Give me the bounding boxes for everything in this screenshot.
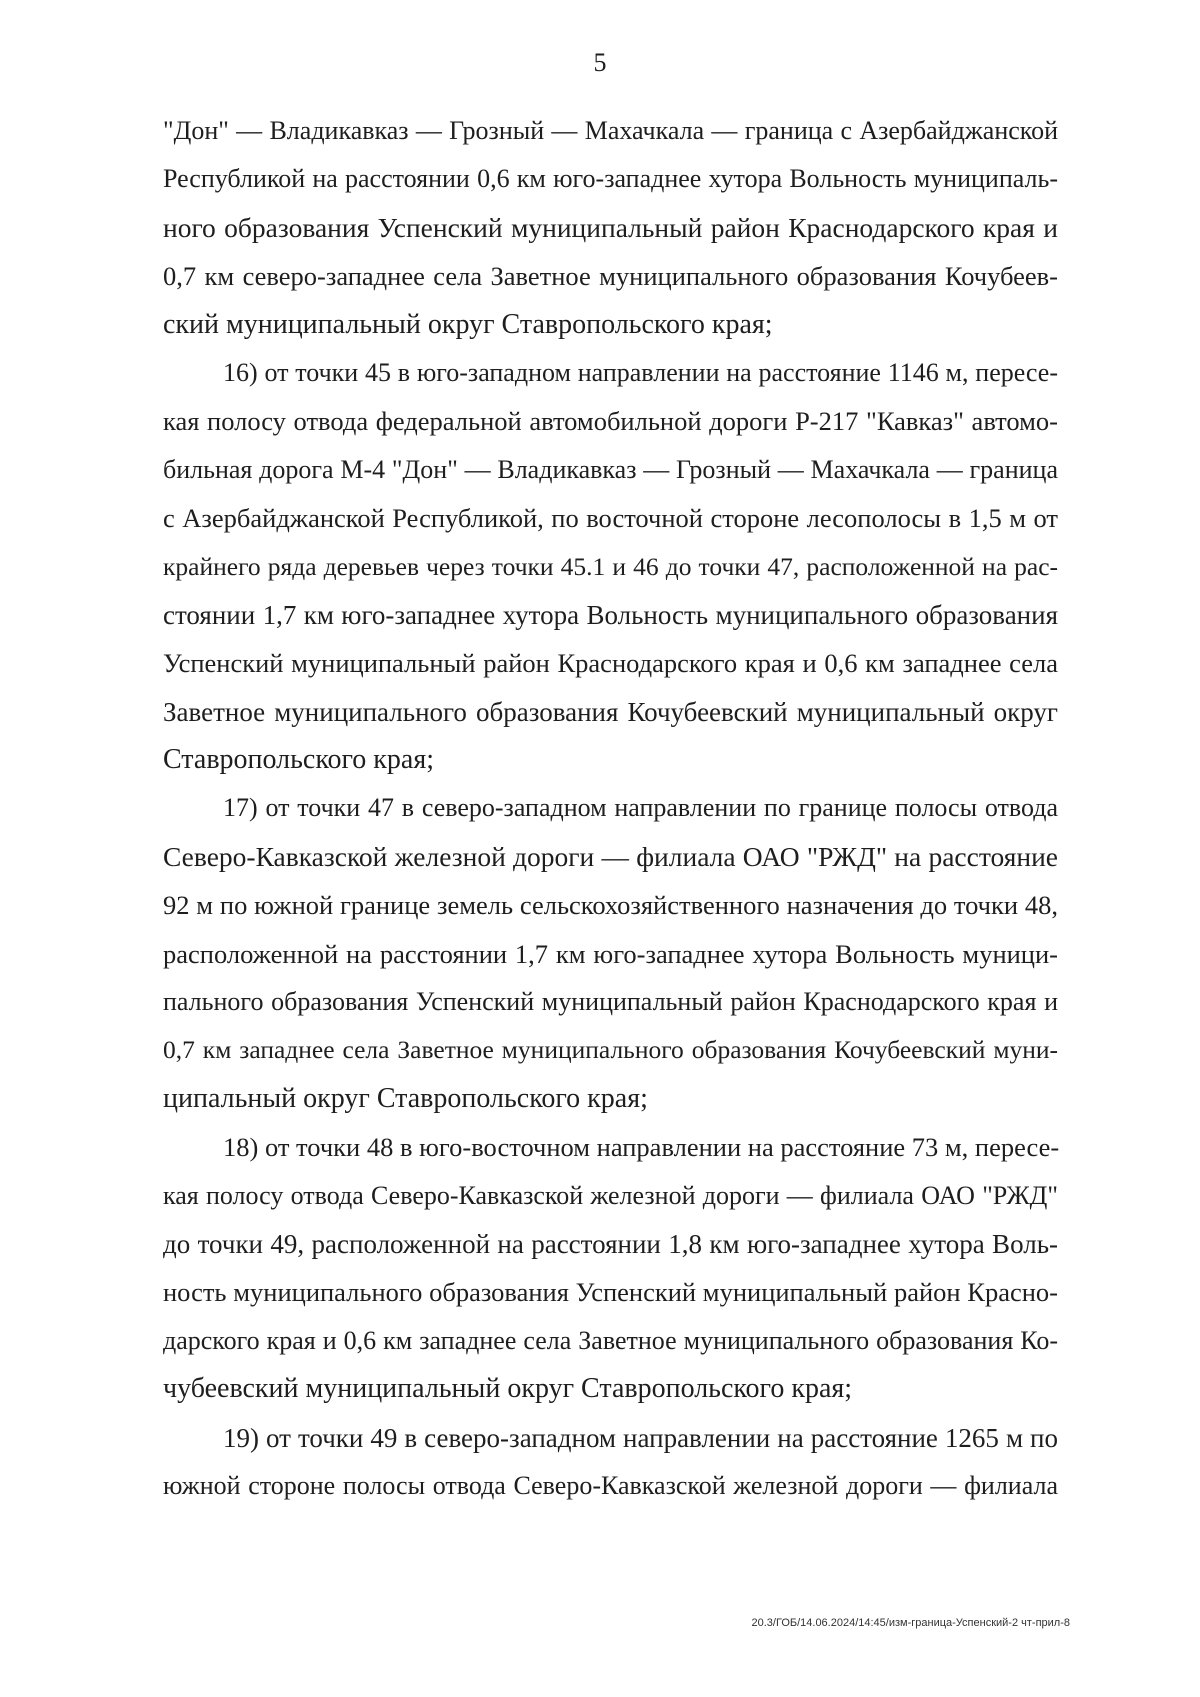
text-line: с Азербайджанской Республикой, по восточной стороне лесополосы в 1,5 м от [163, 503, 1058, 534]
text-line: 0,7 км западнее села Заветное муниципального образования Кочубеевский муни- [163, 1035, 1058, 1065]
text-line: ного образования Успенский муниципальный район Краснодарского края и [163, 211, 1058, 243]
page-number: 5 [593, 48, 607, 77]
body-text [163, 107, 1058, 1510]
text-line: стоянии 1,7 км юго-западнее хутора Вольность муниципального образования [163, 599, 1058, 630]
text-line: бильная дорога М-4 "Дон" — Владикавказ — Грозный — Махачкала — граница [163, 454, 1058, 484]
text-line: крайнего ряда деревьев через точки 45.1 и 46 до точки 47, расположенной на рас- [163, 551, 1058, 581]
text-line: Северо-Кавказской железной дороги — филиала ОАО "РЖД" на расстояние [163, 840, 1058, 872]
text-line: Республикой на расстоянии 0,6 км юго-западнее хутора Вольность муниципаль- [163, 164, 1058, 194]
text-line: ность муниципального образования Успенский муниципальный район Красно- [163, 1277, 1058, 1308]
text-line: чубеевский муниципальный округ Ставропольского края; [163, 1373, 853, 1405]
text-line: 19) от точки 49 в северо-западном направлении на расстояние 1265 м по [223, 1422, 1058, 1453]
text-line: "Дон" — Владикавказ — Грозный — Махачкала — граница с Азербайджанской [163, 116, 1058, 145]
text-line: кая полосу отвода Северо-Кавказской железной дороги — филиала ОАО "РЖД" [163, 1180, 1058, 1210]
text-line: дарского края и 0,6 км западнее села Заветное муниципального образования Ко- [163, 1325, 1058, 1355]
text-line: расположенной на расстоянии 1,7 км юго-западнее хутора Вольность муници- [163, 938, 1058, 969]
text-line: ский муниципальный округ Ставропольского края; [163, 308, 773, 340]
text-line: 18) от точки 48 в юго-восточном направлении на расстояние 73 м, пересе- [223, 1132, 1060, 1163]
text-line: 92 м по южной границе земель сельскохозяйственного назначения до точки 48, [163, 890, 1058, 921]
text-line: 17) от точки 47 в северо-западном направлении по границе полосы отвода [223, 793, 1058, 823]
text-line: пального образования Успенский муниципальный район Краснодарского края и [163, 987, 1058, 1017]
text-line: 0,7 км северо-западнее села Заветное муниципального образования Кочубеев- [163, 261, 1058, 292]
text-line: до точки 49, расположенной на расстоянии 1,8 км юго-западнее хутора Воль- [163, 1228, 1058, 1259]
text-line: 16) от точки 45 в юго-западном направлении на расстояние 1146 м, пересе- [223, 357, 1058, 387]
text-line: Успенский муниципальный район Краснодарского края и 0,6 км западнее села [163, 648, 1058, 679]
text-line: Ставропольского края; [163, 744, 434, 776]
text-line: ципальный округ Ставропольского края; [163, 1082, 648, 1114]
text-line: Заветное муниципального образования Кочубеевский муниципальный округ [163, 696, 1058, 727]
text-line: южной стороне полосы отвода Северо-Кавказской железной дороги — филиала [163, 1470, 1058, 1500]
text-line: кая полосу отвода федеральной автомобильной дороги Р-217 "Кавказ" автомо- [163, 406, 1058, 437]
footer-document-code: 20.3/ГОБ/14.06.2024/14:45/изм-граница-Успенский-2 чт-прил-8 [751, 1617, 1070, 1629]
